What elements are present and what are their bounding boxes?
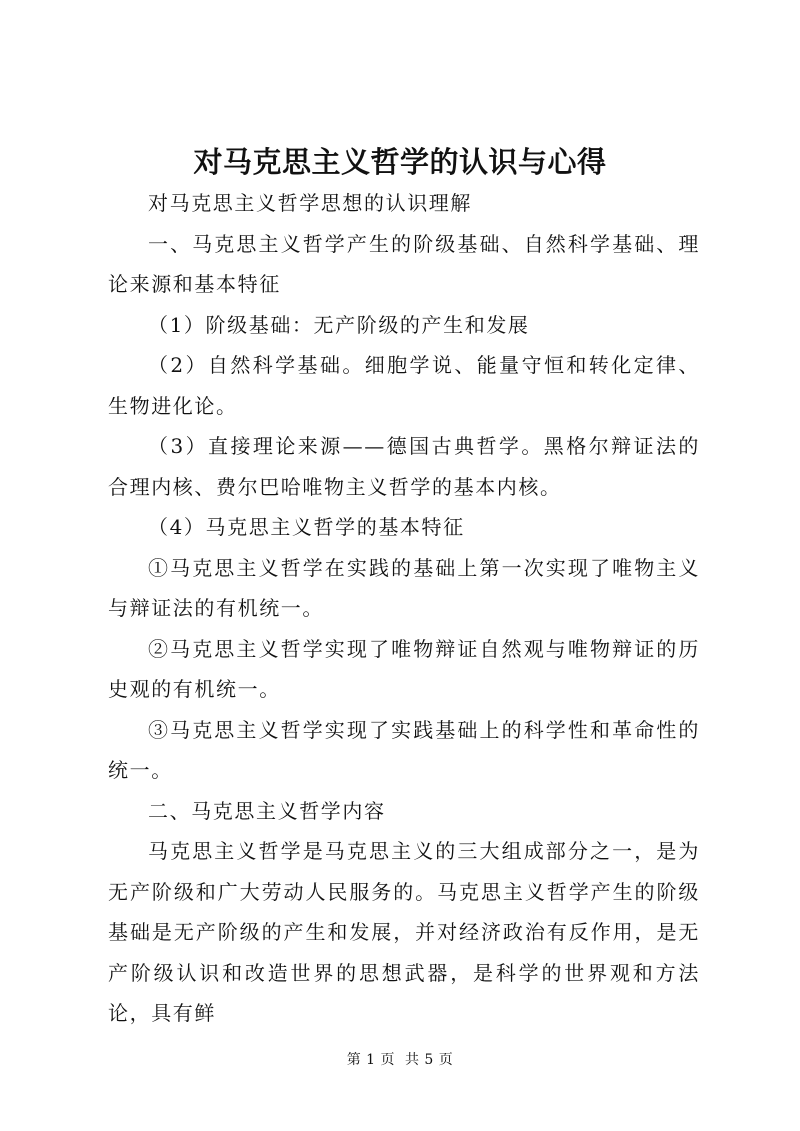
page-footer xyxy=(0,1050,800,1070)
paragraph: （3）直接理论来源——德国古典哲学。黑格尔辩证法的合理内核、费尔巴哈唯物主义哲学的基本内核。 xyxy=(108,434,700,499)
paragraph: 一、马克思主义哲学产生的阶级基础、自然科学基础、理论来源和基本特征 xyxy=(108,231,700,296)
paragraph: （1）阶级基础：无产阶级的产生和发展 xyxy=(148,312,530,337)
paragraph: （2）自然科学基础。细胞学说、能量守恒和转化定律、生物进化论。 xyxy=(108,353,700,418)
page-number-label: 第 1 页 共 5 页 xyxy=(346,1052,454,1068)
paragraph: 马克思主义哲学是马克思主义的三大组成部分之一，是为无产阶级和广大劳动人民服务的。马克思主义哲学产生的阶级基础是无产阶级的产生和发展，并对经济政治有反作用，是无产阶级认识和改造世界的思想武器，是科学的世界观和方法论，具有鲜 xyxy=(108,839,700,1025)
paragraph: 对马克思主义哲学思想的认识理解 xyxy=(148,191,472,215)
document-title: 对马克思主义哲学的认识与心得 xyxy=(193,145,607,179)
paragraph: ③马克思主义哲学实现了实践基础上的科学性和革命性的统一。 xyxy=(108,717,700,782)
paragraph: （4）马克思主义哲学的基本特征 xyxy=(148,515,465,539)
paragraph: ①马克思主义哲学在实践的基础上第一次实现了唯物主义与辩证法的有机统一。 xyxy=(108,555,700,620)
paragraph: ②马克思主义哲学实现了唯物辩证自然观与唯物辩证的历史观的有机统一。 xyxy=(108,636,700,701)
paragraph: 二、马克思主义哲学内容 xyxy=(148,798,386,823)
document-body xyxy=(108,183,700,1034)
